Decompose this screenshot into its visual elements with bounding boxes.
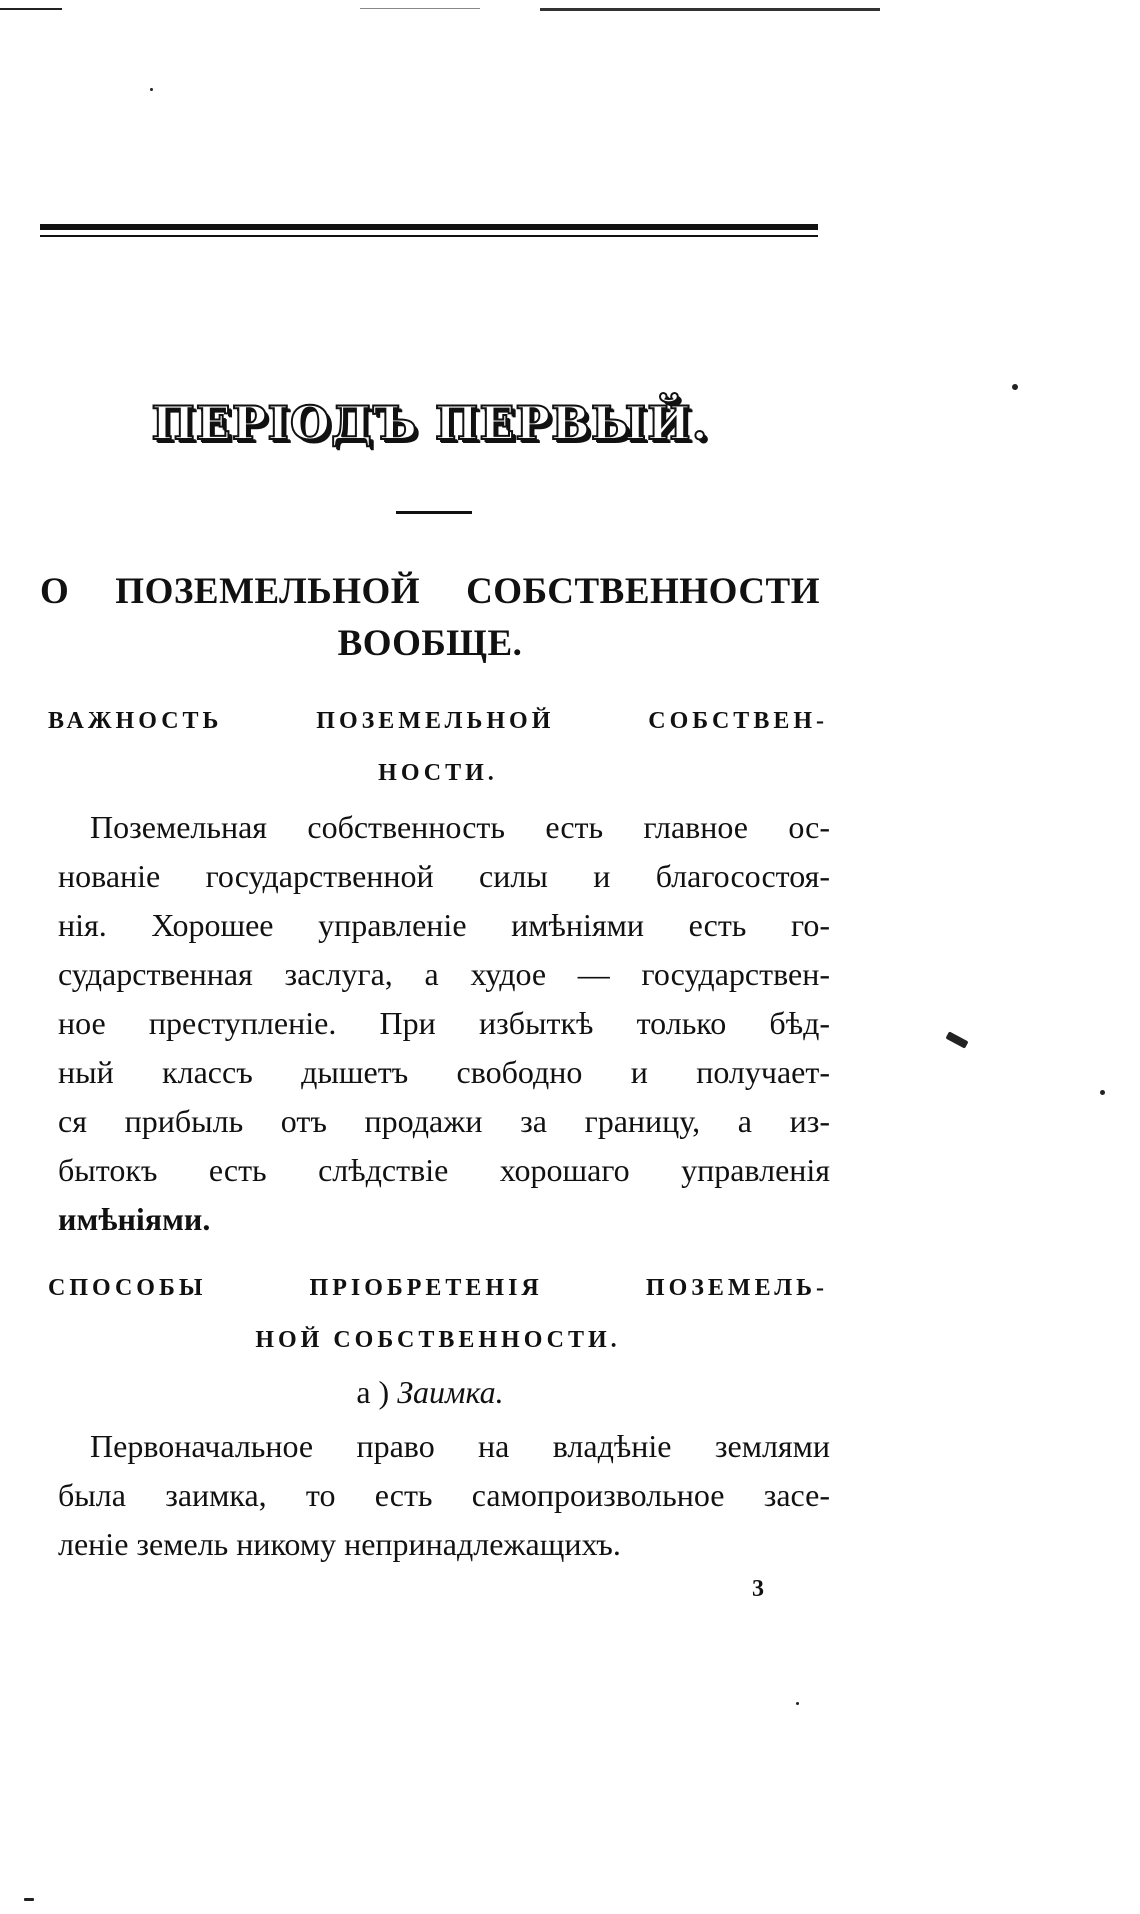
scan-speck (24, 1898, 34, 1901)
subheading-zaimka (0, 1372, 860, 1412)
chapter-title-line-2: ВООБЩЕ. (337, 623, 523, 664)
scan-artifact-top-left (0, 8, 62, 10)
section-heading-acquisition-line-1: СПОСОБЫ ПРІОБРЕТЕНІЯ ПОЗЕМЕЛЬ- (48, 1275, 828, 1301)
scan-speck (1100, 1090, 1105, 1095)
paragraph-line: бытокъ есть слѣдствіе хорошаго управленія (58, 1152, 830, 1188)
paragraph-line: Поземельная собственность есть главное ос- (90, 809, 830, 845)
paragraph-line: была заимка, то есть самопроизвольное засе- (58, 1477, 830, 1513)
paragraph-line: сударственная заслуга, а худое — государствен- (58, 956, 830, 992)
period-title: ПЕРІОДЪ ПЕРВЫЙ. (151, 396, 709, 450)
paragraph-line: нованіе государственной силы и благосостоя- (58, 858, 830, 894)
title-separator-rule (396, 511, 472, 514)
section-heading-importance-line-1: ВАЖНОСТЬ ПОЗЕМЕЛЬНОЙ СОБСТВЕН- (48, 708, 828, 734)
scan-artifact-top-middle (360, 8, 480, 9)
scan-speck (1012, 384, 1018, 390)
chapter-title-line-1: О ПОЗЕМЕЛЬНОЙ СОБСТВЕННОСТИ (40, 571, 820, 612)
scan-artifact-top-right (540, 8, 880, 11)
paragraph-line: ное преступленіе. При избыткѣ только бѣд- (58, 1005, 830, 1041)
paragraph-line: Первоначальное право на владѣніе землями (90, 1428, 830, 1464)
header-double-rule-thick (40, 224, 818, 230)
section-heading-importance-line-2: НОСТИ. (378, 760, 498, 786)
header-double-rule-thin (40, 235, 818, 237)
scan-speck (150, 88, 153, 91)
paragraph-line: ный классъ дышетъ свободно и получает- (58, 1054, 830, 1090)
section-heading-acquisition-line-2: НОЙ СОБСТВЕННОСТИ. (255, 1327, 621, 1353)
paragraph-line: ся прибыль отъ продажи за границу, а из- (58, 1103, 830, 1139)
paragraph-line: леніе земель никому непринадлежащихъ. (58, 1526, 621, 1562)
scan-speck (796, 1702, 799, 1705)
paragraph-line: нія. Хорошее управленіе имѣніями есть го- (58, 907, 830, 943)
page-number: 3 (752, 1576, 764, 1602)
section-heading-importance (48, 695, 828, 799)
section-heading-acquisition (48, 1262, 828, 1366)
scan-speck (945, 1031, 968, 1048)
subheading-title: Заимка. (397, 1374, 504, 1410)
paragraph-line: имѣніями. (58, 1201, 211, 1237)
subheading-letter: а ) (356, 1374, 390, 1410)
